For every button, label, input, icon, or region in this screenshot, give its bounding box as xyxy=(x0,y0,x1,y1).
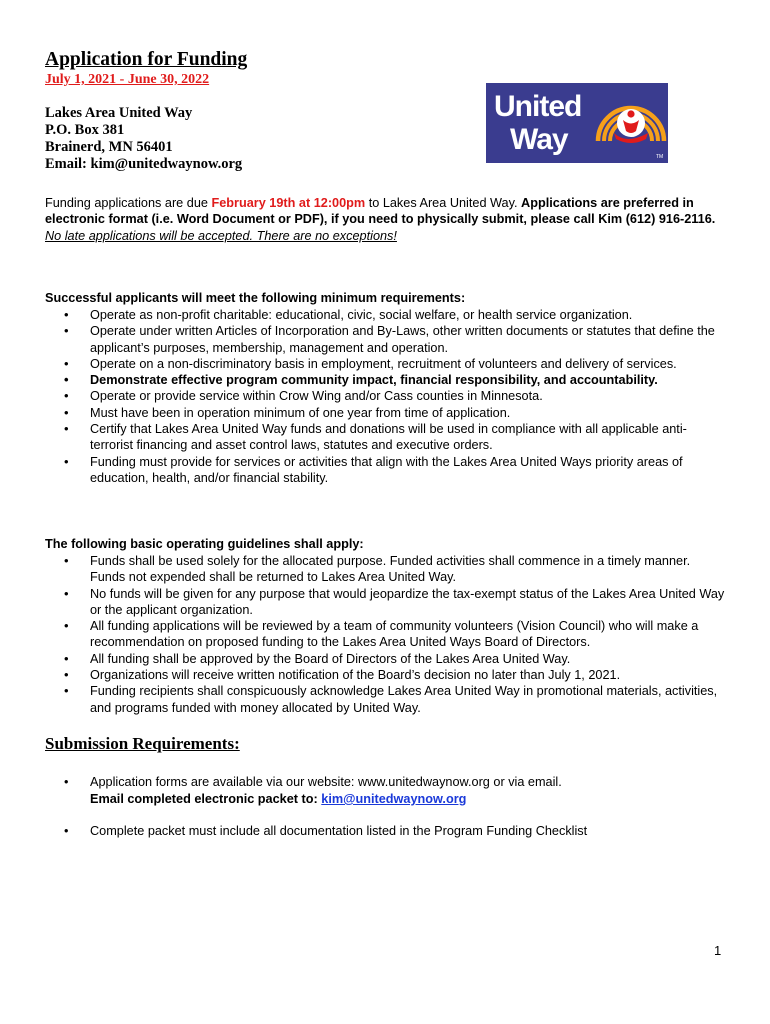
intro-text: Funding applications are due xyxy=(45,196,212,210)
email-label: Email completed electronic packet to: xyxy=(90,792,322,806)
list-item xyxy=(45,774,725,808)
list-item: • All funding shall be approved by the Board of Directors of the Lakes Area United Way. xyxy=(45,651,725,667)
intro-text-2: to Lakes Area United Way. xyxy=(365,196,522,210)
submission-list-2 xyxy=(45,823,725,840)
list-item: • Funding must provide for services or activities that align with the Lakes Area United Ways priority areas of education, health, and/or financial stability. xyxy=(45,454,725,487)
list-item: • Must have been in operation minimum of one year from time of application. xyxy=(45,405,725,421)
list-item: • Operate on a non-discriminatory basis in employment, recruitment of volunteers and delivery of services. xyxy=(45,356,725,372)
list-item: • Certify that Lakes Area United Way funds and donations will be used in compliance with all applicable anti-terrorist financing and asset control laws, statutes and executive orders. xyxy=(45,421,725,454)
list-item: • Complete packet must include all documentation listed in the Program Funding Checklist xyxy=(45,823,725,840)
submission-title: Submission Requirements: xyxy=(45,734,240,753)
logo-text-way: Way xyxy=(510,123,568,156)
email-link[interactable]: kim@unitedwaynow.org xyxy=(321,792,467,806)
address-city: Brainerd, MN 56401 xyxy=(45,139,173,155)
list-item: • Demonstrate effective program community impact, financial responsibility, and accountability. xyxy=(45,372,725,388)
guidelines-list xyxy=(45,553,725,716)
list-item: • All funding applications will be reviewed by a team of community volunteers (Vision Council) who will make a recommendation on proposed funding to the Lakes Area United Ways Board of Directors. xyxy=(45,618,725,651)
requirements-list xyxy=(45,307,725,486)
list-item: • No funds will be given for any purpose that would jeopardize the tax-exempt status of the Lakes Area United Way or the applicant organization. xyxy=(45,586,725,619)
list-item: • Operate or provide service within Crow Wing and/or Cass counties in Minnesota. xyxy=(45,388,725,404)
requirements-heading: Successful applicants will meet the following minimum requirements: xyxy=(45,291,466,305)
address-org: Lakes Area United Way xyxy=(45,105,193,121)
late-applications-notice: No late applications will be accepted. There are no exceptions! xyxy=(45,228,397,243)
address-box: P.O. Box 381 xyxy=(45,122,125,138)
intro-paragraph xyxy=(45,195,725,244)
list-item: • Operate under written Articles of Incorporation and By-Laws, other written documents or statutes that define the applicant’s purposes, membership, management and operation. xyxy=(45,323,725,356)
document-title: Application for Funding xyxy=(45,49,248,70)
logo-trademark: TM xyxy=(656,154,664,160)
logo-text-united: United xyxy=(494,90,582,123)
address-email: Email: kim@unitedwaynow.org xyxy=(45,156,243,172)
funding-period: July 1, 2021 - June 30, 2022 xyxy=(45,72,210,87)
due-date: February 19th at 12:00pm xyxy=(211,196,366,210)
mailing-address xyxy=(45,105,242,173)
page-number: 1 xyxy=(714,943,722,958)
united-way-logo xyxy=(486,83,668,163)
list-item: • Operate as non-profit charitable: educational, civic, social welfare, or health service organization. xyxy=(45,307,725,323)
forms-availability: Application forms are available via our website: www.unitedwaynow.org or via email. xyxy=(90,775,562,789)
list-item: • Organizations will receive written notification of the Board’s decision no later than July 1, 2021. xyxy=(45,667,725,683)
list-item: • Funds shall be used solely for the allocated purpose. Funded activities shall commence in a timely manner. Funds not expended shall be returned to Lakes Area United Way. xyxy=(45,553,725,586)
electronic-format-notice: Applications are preferred in electronic format (i.e. Word Document or PDF), if you need to physically submit, please call Kim (612) 916-2116. xyxy=(45,196,716,227)
list-item: • Funding recipients shall conspicuously acknowledge Lakes Area United Way in promotional materials, activities, and programs funded with money allocated by United Way. xyxy=(45,683,725,716)
submission-list xyxy=(45,774,725,808)
guidelines-heading: The following basic operating guidelines shall apply: xyxy=(45,537,364,551)
